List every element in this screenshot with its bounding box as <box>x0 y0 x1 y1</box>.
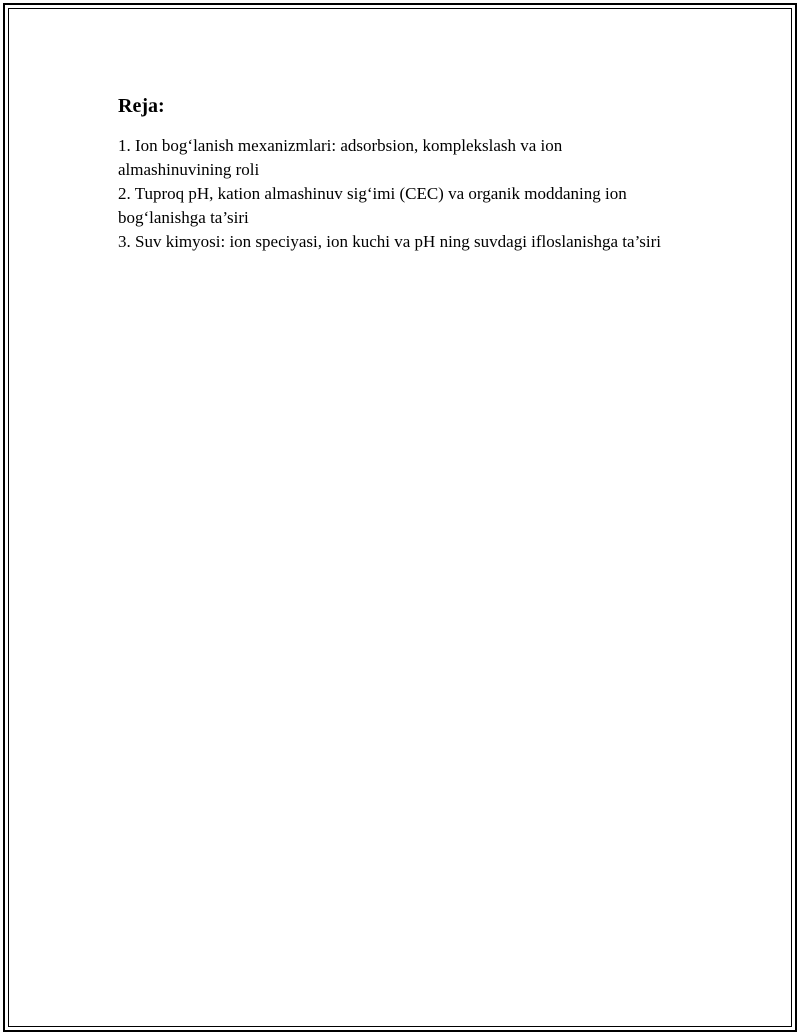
plan-heading: Reja: <box>118 95 165 117</box>
plan-item-3: 3. Suv kimyosi: ion speciyasi, ion kuchi va pH ning suvdagi ifloslanishga ta’siri <box>118 232 662 251</box>
document-content <box>118 94 678 254</box>
plan-list <box>118 134 678 254</box>
plan-item-2: 2. Tuproq pH, kation almashinuv sig‘imi (CEC) va organik moddaning ion bog‘lanishga ta’siri <box>118 184 627 227</box>
plan-item-1: 1. Ion bog‘lanish mexanizmlari: adsorbsion, komplekslash va ion almashinuvining roli <box>118 136 563 179</box>
